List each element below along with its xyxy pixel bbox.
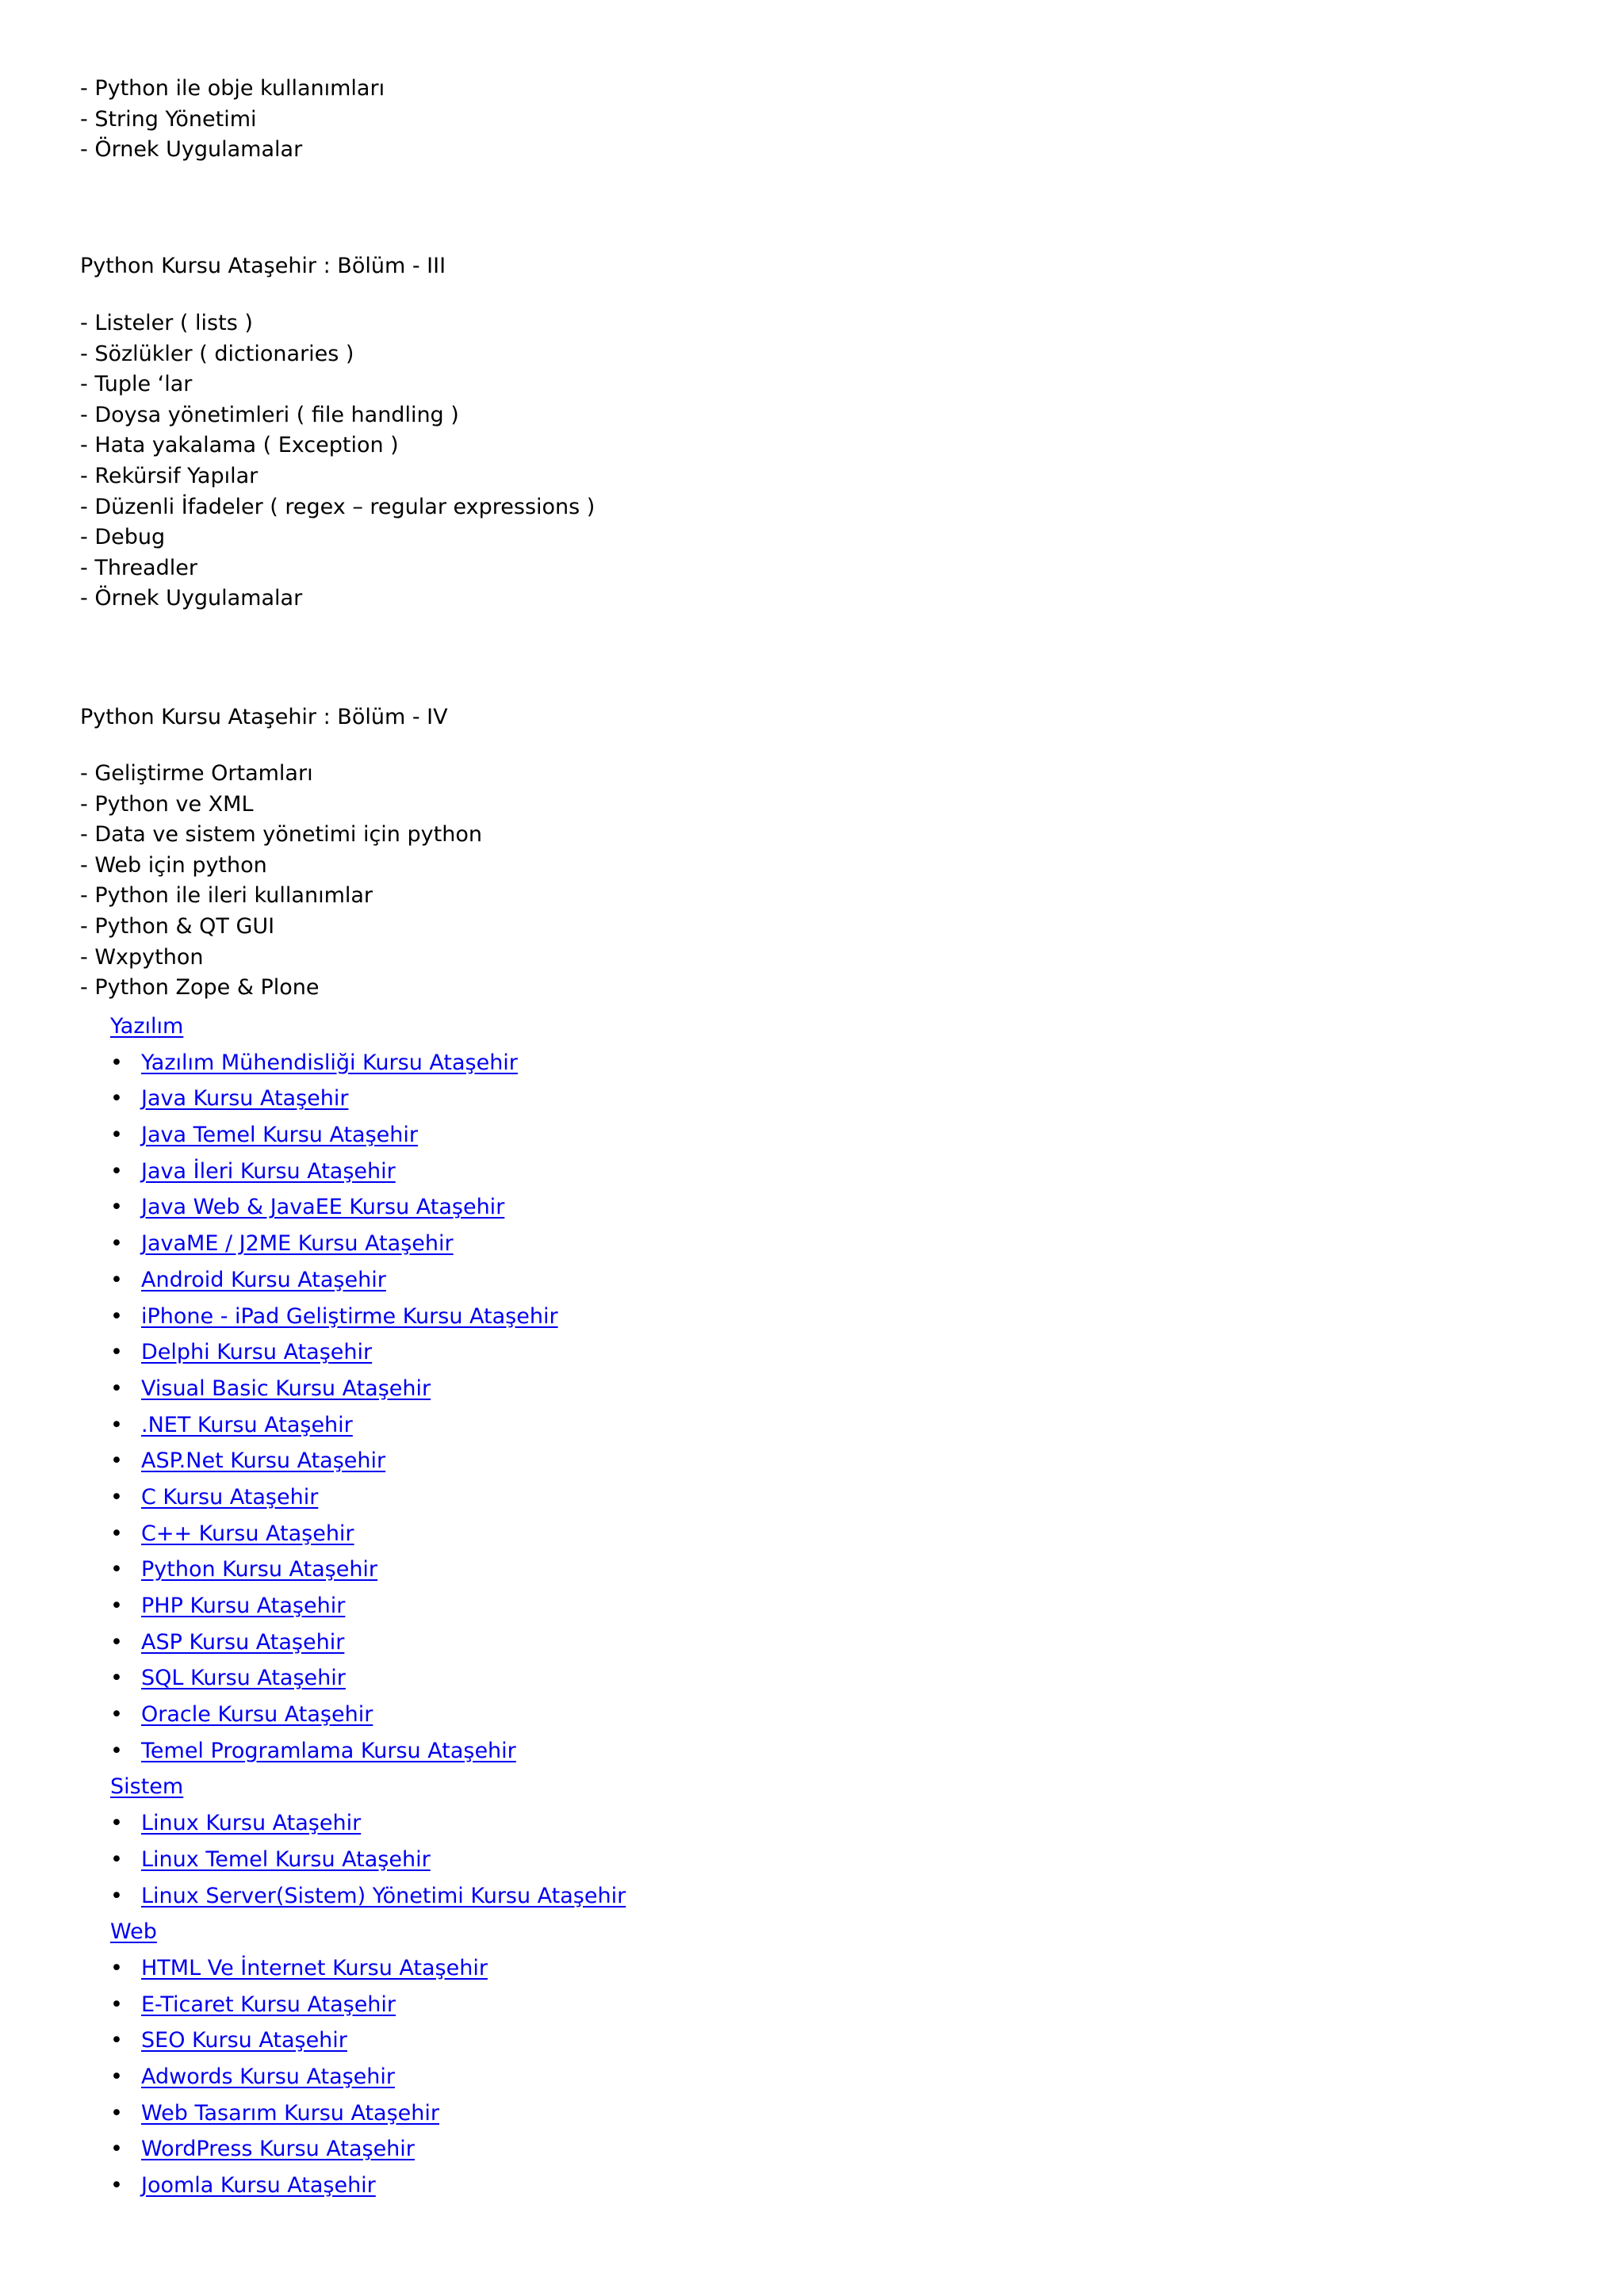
list-item: - String Yönetimi: [80, 106, 257, 132]
course-link[interactable]: Linux Server(Sistem) Yönetimi Kursu Ataşehir: [141, 1883, 626, 1908]
course-link[interactable]: .NET Kursu Ataşehir: [141, 1412, 353, 1437]
list-item: - Düzenli İfadeler ( regex – regular expressions ): [80, 494, 596, 519]
course-link[interactable]: Java Temel Kursu Ataşehir: [141, 1123, 418, 1148]
list-item: [110, 2168, 1458, 2204]
list-item: - Python ve XML: [80, 791, 254, 817]
category-link-yazilim[interactable]: Yazılım: [110, 1014, 184, 1039]
course-link[interactable]: JavaME / J2ME Kursu Ataşehir: [141, 1231, 454, 1257]
bullet-icon: •: [110, 1702, 123, 1728]
list-item: [110, 1950, 1458, 1987]
bullet-icon: •: [110, 1992, 123, 2017]
section-3-title-wrap: [80, 251, 1507, 281]
bullet-icon: •: [110, 1340, 123, 1365]
course-link[interactable]: SQL Kursu Ataşehir: [141, 1666, 346, 1691]
list-item: [110, 1117, 1458, 1154]
course-link[interactable]: Visual Basic Kursu Ataşehir: [141, 1376, 431, 1401]
course-link[interactable]: C Kursu Ataşehir: [141, 1484, 319, 1510]
course-link[interactable]: Temel Programlama Kursu Ataşehir: [141, 1738, 516, 1763]
list-item: - Python ile ileri kullanımlar: [80, 883, 373, 909]
course-link[interactable]: Adwords Kursu Ataşehir: [141, 2064, 396, 2089]
course-link[interactable]: iPhone - iPad Geliştirme Kursu Ataşehir: [141, 1303, 558, 1329]
bullet-icon: •: [110, 1557, 123, 1582]
intro-list: [80, 74, 1507, 166]
course-link[interactable]: C++ Kursu Ataşehir: [141, 1521, 354, 1546]
course-link[interactable]: WordPress Kursu Ataşehir: [141, 2137, 415, 2162]
bullet-icon: •: [110, 1303, 123, 1329]
bullet-icon: •: [110, 2100, 123, 2126]
course-link[interactable]: Oracle Kursu Ataşehir: [141, 1702, 373, 1728]
list-item: [110, 2059, 1458, 2095]
list-item: [110, 1624, 1458, 1661]
bullet-icon: •: [110, 1123, 123, 1148]
list-item: [110, 1878, 1458, 1915]
bullet-icon: •: [110, 2137, 123, 2162]
bullet-icon: •: [110, 1195, 123, 1220]
list-item: [110, 1045, 1458, 1081]
list-item: - Python ile obje kullanımları: [80, 76, 385, 101]
category-link-sistem[interactable]: Sistem: [110, 1774, 184, 1800]
list-item: [110, 1334, 1458, 1371]
bullet-icon: •: [110, 1448, 123, 1474]
list-item: - Listeler ( lists ): [80, 311, 253, 335]
bullet-icon: •: [110, 1376, 123, 1401]
course-link[interactable]: SEO Kursu Ataşehir: [141, 2028, 347, 2053]
course-link[interactable]: ASP Kursu Ataşehir: [141, 1629, 345, 1655]
list-item: - Hata yakalama ( Exception ): [80, 433, 399, 458]
list-item: [110, 1154, 1458, 1190]
bullet-icon: •: [110, 1594, 123, 1618]
list-item: - Debug: [80, 525, 166, 550]
course-link[interactable]: ASP.Net Kursu Ataşehir: [141, 1448, 386, 1474]
course-link[interactable]: Java İleri Kursu Ataşehir: [141, 1158, 396, 1184]
list-item: [110, 1552, 1458, 1588]
course-link[interactable]: PHP Kursu Ataşehir: [141, 1594, 346, 1618]
list-item: - Örnek Uygulamalar: [80, 586, 303, 611]
bullet-icon: •: [110, 1811, 123, 1836]
list-item: [110, 1842, 1458, 1878]
list-item: - Sözlükler ( dictionaries ): [80, 341, 354, 366]
list-item: [110, 2095, 1458, 2132]
list-item: [110, 1371, 1458, 1407]
course-link[interactable]: Python Kursu Ataşehir: [141, 1557, 378, 1582]
section-3-title: Python Kursu Ataşehir : Bölüm - III: [80, 254, 446, 278]
list-item: - Doysa yönetimleri ( file handling ): [80, 402, 459, 427]
bullet-icon: •: [110, 1883, 123, 1908]
list-item: [110, 1443, 1458, 1479]
bullet-icon: •: [110, 1086, 123, 1112]
list-item: [110, 1588, 1458, 1624]
bullet-icon: •: [110, 1267, 123, 1292]
list-item: - Threadler: [80, 555, 197, 580]
list-item: - Web için python: [80, 852, 267, 878]
list-item: - Python Zope & Plone: [80, 975, 320, 1001]
list-item: - Wxpython: [80, 944, 204, 970]
list-item: [110, 1516, 1458, 1552]
list-item: [110, 1660, 1458, 1697]
course-link[interactable]: Java Kursu Ataşehir: [141, 1086, 349, 1112]
bullet-icon: •: [110, 2028, 123, 2053]
course-link-directory: [110, 1008, 1458, 2204]
section-3-list: [80, 308, 1507, 614]
list-item: [110, 1262, 1458, 1299]
course-link[interactable]: Web Tasarım Kursu Ataşehir: [141, 2100, 439, 2126]
course-link[interactable]: Android Kursu Ataşehir: [141, 1267, 386, 1292]
list-item: - Python & QT GUI: [80, 913, 275, 939]
list-item: - Örnek Uygulamalar: [80, 137, 303, 163]
list-item: - Tuple ‘lar: [80, 372, 193, 397]
bullet-icon: •: [110, 1158, 123, 1184]
course-link[interactable]: Delphi Kursu Ataşehir: [141, 1340, 373, 1365]
course-link[interactable]: Linux Temel Kursu Ataşehir: [141, 1846, 431, 1872]
list-item: - Rekürsif Yapılar: [80, 463, 259, 488]
list-item: [110, 2022, 1458, 2059]
list-item: [110, 1226, 1458, 1262]
section-4-list: [80, 759, 1507, 1004]
list-item: [110, 1081, 1458, 1117]
list-item: [110, 1987, 1458, 2023]
section-4-title-wrap: [80, 702, 1507, 733]
list-item: [110, 1479, 1458, 1516]
course-link[interactable]: Joomla Kursu Ataşehir: [141, 2173, 376, 2198]
list-item: [110, 1189, 1458, 1226]
bullet-icon: •: [110, 1484, 123, 1510]
section-4-title: Python Kursu Ataşehir : Bölüm - IV: [80, 705, 448, 729]
list-item: [110, 1805, 1458, 1842]
bullet-icon: •: [110, 1231, 123, 1257]
course-link[interactable]: E-Ticaret Kursu Ataşehir: [141, 1992, 396, 2017]
category-link-web[interactable]: Web: [110, 1919, 157, 1945]
bullet-icon: •: [110, 1521, 123, 1546]
bullet-icon: •: [110, 1050, 123, 1075]
bullet-icon: •: [110, 2173, 123, 2198]
bullet-icon: •: [110, 1738, 123, 1763]
bullet-icon: •: [110, 1412, 123, 1437]
bullet-icon: •: [110, 1846, 123, 1872]
bullet-icon: •: [110, 2064, 123, 2089]
list-item: [110, 1299, 1458, 1335]
course-link[interactable]: Java Web & JavaEE Kursu Ataşehir: [141, 1195, 505, 1220]
list-item: - Data ve sistem yönetimi için python: [80, 822, 482, 848]
bullet-icon: •: [110, 1629, 123, 1655]
list-item: [110, 1697, 1458, 1733]
course-link[interactable]: HTML Ve İnternet Kursu Ataşehir: [141, 1955, 488, 1980]
course-link[interactable]: Yazılım Mühendisliği Kursu Ataşehir: [141, 1050, 518, 1075]
course-link[interactable]: Linux Kursu Ataşehir: [141, 1811, 362, 1836]
list-item: [110, 2131, 1458, 2168]
bullet-icon: •: [110, 1955, 123, 1980]
list-item: [110, 1733, 1458, 1770]
bullet-icon: •: [110, 1666, 123, 1691]
list-item: - Geliştirme Ortamları: [80, 761, 313, 786]
list-item: [110, 1407, 1458, 1444]
